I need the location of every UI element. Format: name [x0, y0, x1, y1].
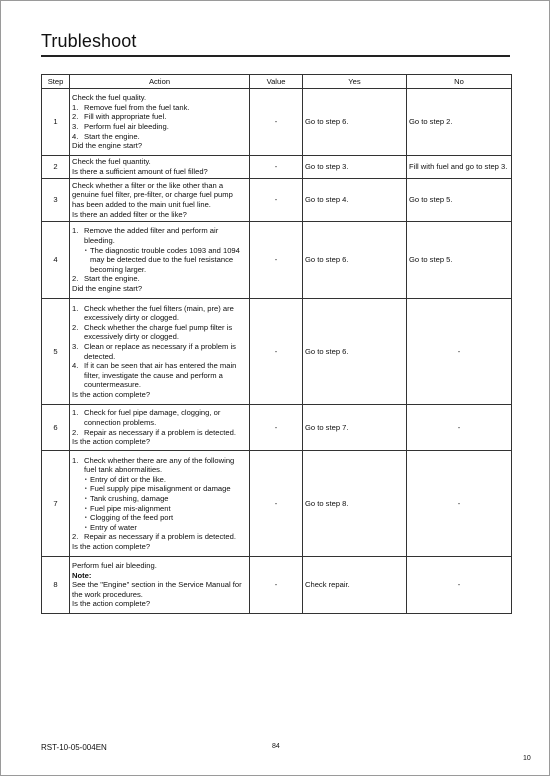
- action-item: [72, 456, 247, 475]
- subitem-text: The diagnostic trouble codes 1093 and 1094 may be detected due to the fuel resistance becoming larger.: [90, 245, 240, 274]
- step-number: 3: [42, 179, 70, 222]
- troubleshoot-table: [41, 74, 512, 614]
- title-divider: [41, 55, 510, 57]
- action-item: [72, 428, 247, 438]
- action-question: Is the action complete?: [72, 541, 151, 551]
- yes-cell: Go to step 8.: [303, 451, 407, 557]
- action-lead: Check the fuel quality.: [72, 93, 147, 103]
- item-text: Clean or replace as necessary if a problem is detected.: [84, 341, 236, 361]
- subitem-text: Entry of dirt or the like.: [90, 474, 166, 484]
- action-item: [72, 132, 247, 142]
- action-item: [72, 323, 247, 342]
- value-cell: -: [250, 299, 303, 405]
- yes-cell: Go to step 6.: [303, 89, 407, 156]
- action-cell: [70, 179, 250, 222]
- table-row: [42, 156, 512, 179]
- no-cell: Go to step 5.: [407, 222, 512, 299]
- bullet-dot: ・: [82, 503, 90, 513]
- action-cell: [70, 299, 250, 405]
- action-item: [72, 103, 247, 113]
- action-cell: [70, 89, 250, 156]
- item-number: 3.: [72, 122, 79, 131]
- table-header-row: [42, 75, 512, 89]
- action-lead: Check whether a filter or the like other than a genuine fuel filter, pre-filter, or charge fuel pump has been added to the main unit fuel line.: [72, 180, 233, 209]
- step-number: 7: [42, 451, 70, 557]
- item-text: Start the engine.: [84, 131, 140, 141]
- action-subitem: [82, 494, 247, 504]
- item-number: 1.: [72, 408, 79, 418]
- action-cell: [70, 405, 250, 451]
- bullet-dot: ・: [82, 493, 90, 503]
- action-question: Is the action complete?: [72, 389, 151, 399]
- no-cell: -: [407, 451, 512, 557]
- value-cell: -: [250, 222, 303, 299]
- document-code: RST-10-05-004EN: [41, 743, 107, 752]
- action-item: [72, 304, 247, 323]
- no-cell: -: [407, 405, 512, 451]
- column-header-action: Action: [70, 75, 250, 89]
- no-cell: Go to step 5.: [407, 179, 512, 222]
- item-text: Perform fuel air bleeding.: [84, 122, 169, 131]
- action-item: [72, 342, 247, 361]
- item-number: 4.: [72, 361, 79, 371]
- item-text: Repair as necessary if a problem is detected.: [84, 427, 236, 437]
- action-subitem: [82, 246, 247, 275]
- item-number: 1.: [72, 455, 79, 465]
- subitem-text: Tank crushing, damage: [90, 493, 169, 503]
- step-number: 5: [42, 299, 70, 405]
- no-cell: Go to step 2.: [407, 89, 512, 156]
- step-number: 6: [42, 405, 70, 451]
- bullet-dot: ・: [82, 522, 90, 532]
- subitem-text: Fuel supply pipe misalignment or damage: [90, 484, 231, 494]
- yes-cell: Check repair.: [303, 557, 407, 614]
- action-question: Is there an added filter or the like?: [72, 209, 187, 219]
- subitem-text: Fuel pipe mis-alignment: [90, 503, 171, 513]
- bullet-dot: ・: [82, 484, 90, 494]
- item-number: 2.: [72, 427, 79, 437]
- action-item: [72, 532, 247, 542]
- item-number: 1.: [72, 303, 79, 313]
- action-item: [72, 112, 247, 122]
- note-label: Note:: [72, 570, 92, 580]
- note-text: See the "Engine" section in the Service Manual for the work procedures.: [72, 580, 242, 599]
- table-row: [42, 405, 512, 451]
- value-cell: -: [250, 405, 303, 451]
- item-text: Check whether there are any of the following fuel tank abnormalities.: [84, 455, 235, 475]
- bullet-dot: ・: [82, 245, 90, 255]
- step-number: 4: [42, 222, 70, 299]
- item-text: Repair as necessary if a problem is detected.: [84, 532, 236, 542]
- column-header-no: No: [407, 75, 512, 89]
- action-question: Is there a sufficient amount of fuel filled?: [72, 167, 208, 176]
- step-number: 8: [42, 557, 70, 614]
- item-text: Fill with appropriate fuel.: [84, 112, 167, 122]
- yes-cell: Go to step 6.: [303, 299, 407, 405]
- page-number: 84: [272, 743, 280, 750]
- no-cell: Fill with fuel and go to step 3.: [407, 156, 512, 179]
- action-subitem: [82, 504, 247, 514]
- yes-cell: Go to step 3.: [303, 156, 407, 179]
- item-number: 1.: [72, 102, 79, 112]
- subitem-text: Clogging of the feed port: [90, 513, 174, 523]
- action-question: Is the action complete?: [72, 437, 151, 447]
- action-subitem: [82, 513, 247, 523]
- yes-cell: Go to step 4.: [303, 179, 407, 222]
- action-item: [72, 122, 247, 132]
- action-cell: [70, 557, 250, 614]
- item-number: 3.: [72, 341, 79, 351]
- item-text: Start the engine.: [84, 274, 140, 284]
- item-text: If it can be seen that air has entered the main filter, investigate the cause and perform a countermeasure.: [84, 361, 237, 390]
- no-cell: -: [407, 299, 512, 405]
- item-text: Check whether the charge fuel pump filter is excessively dirty or clogged.: [84, 322, 233, 342]
- step-number: 2: [42, 156, 70, 179]
- item-number: 2.: [72, 322, 79, 332]
- item-number: 4.: [72, 131, 79, 141]
- item-text: Check for fuel pipe damage, clogging, or connection problems.: [84, 408, 221, 427]
- table-row: [42, 222, 512, 299]
- value-cell: -: [250, 179, 303, 222]
- action-question: Did the engine start?: [72, 141, 143, 151]
- table-row: [42, 299, 512, 405]
- action-subitem: [82, 523, 247, 533]
- action-item: [72, 361, 247, 390]
- value-cell: -: [250, 156, 303, 179]
- action-cell: [70, 222, 250, 299]
- action-item: [72, 408, 247, 427]
- corner-page-number: 10: [523, 755, 531, 762]
- no-cell: -: [407, 557, 512, 614]
- yes-cell: Go to step 6.: [303, 222, 407, 299]
- value-cell: -: [250, 451, 303, 557]
- item-text: Remove fuel from the fuel tank.: [84, 102, 190, 112]
- action-subitem: [82, 475, 247, 485]
- item-text: Remove the added filter and perform air bleeding.: [84, 226, 219, 246]
- page-title: Trubleshoot: [41, 31, 137, 51]
- yes-cell: Go to step 7.: [303, 405, 407, 451]
- table-row: [42, 451, 512, 557]
- action-lead: Perform fuel air bleeding.: [72, 561, 157, 571]
- column-header-yes: Yes: [303, 75, 407, 89]
- column-header-value: Value: [250, 75, 303, 89]
- item-number: 2.: [72, 274, 79, 284]
- table-row: [42, 179, 512, 222]
- action-cell: [70, 156, 250, 179]
- action-item: [72, 274, 247, 284]
- table-row: [42, 557, 512, 614]
- item-number: 2.: [72, 532, 79, 542]
- action-cell: [70, 451, 250, 557]
- step-number: 1: [42, 89, 70, 156]
- item-text: Check whether the fuel filters (main, pre) are excessively dirty or clogged.: [84, 303, 234, 323]
- bullet-dot: ・: [82, 474, 90, 484]
- action-question: Is the action complete?: [72, 599, 151, 609]
- value-cell: -: [250, 89, 303, 156]
- bullet-dot: ・: [82, 513, 90, 523]
- value-cell: -: [250, 557, 303, 614]
- action-question: Did the engine start?: [72, 283, 143, 293]
- action-item: [72, 226, 247, 245]
- column-header-step: Step: [42, 75, 70, 89]
- action-subitem: [82, 484, 247, 494]
- table-row: [42, 89, 512, 156]
- item-number: 2.: [72, 112, 79, 122]
- subitem-text: Entry of water: [90, 522, 137, 532]
- item-number: 1.: [72, 226, 79, 236]
- action-lead: Check the fuel quantity.: [72, 157, 151, 167]
